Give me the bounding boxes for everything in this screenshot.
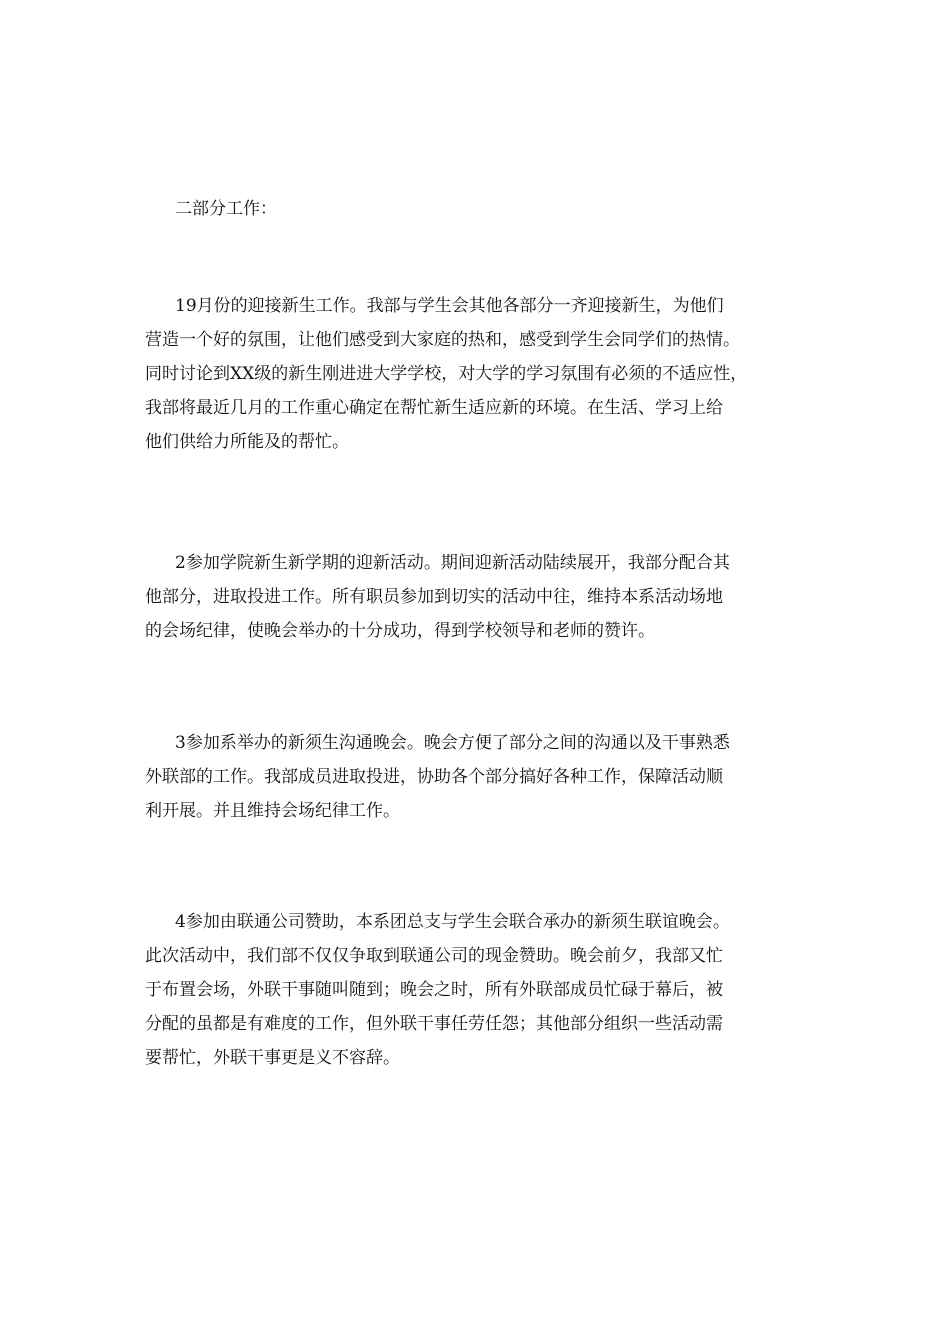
paragraph-line: 同时讨论到XX级的新生刚进进大学学校，对大学的学习氛围有必须的不适应性， <box>145 364 748 384</box>
paragraph-line: 的会场纪律，使晚会举办的十分成功，得到学校领导和老师的赞许。 <box>145 621 655 641</box>
paragraph-2 <box>145 546 815 648</box>
paragraph-4 <box>145 905 815 1075</box>
paragraph-line: 要帮忙，外联干事更是义不容辞。 <box>145 1048 400 1068</box>
paragraph-line: 此次活动中，我们部不仅仅争取到联通公司的现金赞助。晚会前夕，我部又忙 <box>145 946 723 966</box>
paragraph-line: 我部将最近几月的工作重心确定在帮忙新生适应新的环境。在生活、学习上给 <box>145 398 723 418</box>
paragraph-line: 4参加由联通公司赞助，本系团总支与学生会联合承办的新须生联谊晚会。 <box>175 912 730 932</box>
paragraph-line: 他部分，进取投进工作。所有职员参加到切实的活动中往，维持本系活动场地 <box>145 587 723 607</box>
paragraph-line: 营造一个好的氛围，让他们感受到大家庭的热和，感受到学生会同学们的热情。 <box>145 330 740 350</box>
paragraph-line: 3参加系举办的新须生沟通晚会。晚会方便了部分之间的沟通以及干事熟悉 <box>175 733 730 753</box>
paragraph-line: 于布置会场，外联干事随叫随到；晚会之时，所有外联部成员忙碌于幕后，被 <box>145 980 723 1000</box>
paragraph-line: 19月份的迎接新生工作。我部与学生会其他各部分一齐迎接新生，为他们 <box>175 296 724 316</box>
paragraph-line: 他们供给力所能及的帮忙。 <box>145 432 349 452</box>
paragraph-3 <box>145 726 815 828</box>
paragraph-1 <box>145 289 815 459</box>
paragraph-line: 2参加学院新生新学期的迎新活动。期间迎新活动陆续展开，我部分配合其 <box>175 553 730 573</box>
paragraph-line: 利开展。并且维持会场纪律工作。 <box>145 801 400 821</box>
paragraph-line: 分配的虽都是有难度的工作，但外联干事任劳任怨；其他部分组织一些活动需 <box>145 1014 723 1034</box>
section-heading: 二部分工作： <box>175 199 277 219</box>
paragraph-line: 外联部的工作。我部成员进取投进，协助各个部分搞好各种工作，保障活动顺 <box>145 767 723 787</box>
